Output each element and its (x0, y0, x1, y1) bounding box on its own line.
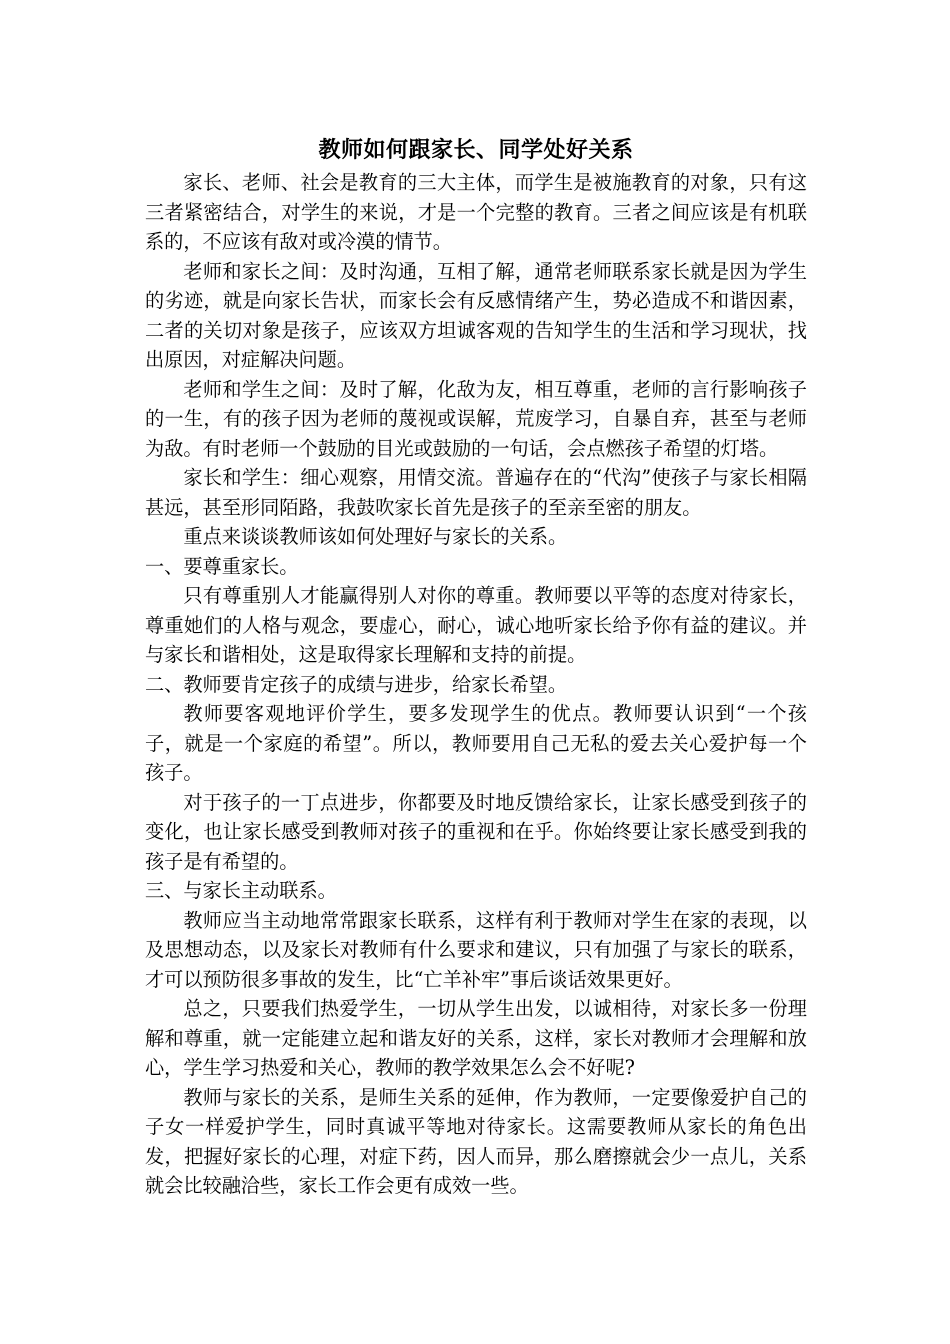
paragraph-conclusion: 教师与家长的关系，是师生关系的延伸，作为教师，一定要像爱护自己的子女一样爱护学生，同时真诚平等地对待家长。这需要教师从家长的角色出发，把握好家长的心理，对症下药，因人而异，那么磨擦就会少一点儿，关系就会比较融洽些，家长工作会更有成效一些。 (145, 1085, 807, 1197)
paragraph-feedback: 对于孩子的一丁点进步，你都要及时地反馈给家长，让家长感受到孩子的变化，也让家长感受到教师对孩子的重视和在乎。你始终要让家长感受到我的孩子是有希望的。 (145, 790, 807, 873)
paragraph-contact: 教师应当主动地常常跟家长联系，这样有利于教师对学生在家的表现，以及思想动态，以及家长对教师有什么要求和建议，只有加强了与家长的联系，才可以预防很多事故的发生，比“亡羊补牢”事后谈话效果更好。 (145, 908, 807, 991)
paragraph-focus: 重点来谈谈教师该如何处理好与家长的关系。 (183, 525, 568, 548)
paragraph-teacher-student: 老师和学生之间：及时了解，化敌为友，相互尊重，老师的言行影响孩子的一生，有的孩子因为老师的蔑视或误解，荒废学习，自暴自弃，甚至与老师为敌。有时老师一个鼓励的目光或鼓励的一句话，会点燃孩子希望的灯塔。 (145, 377, 807, 460)
section-heading-2: 二、教师要肯定孩子的成绩与进步，给家长希望。 (145, 672, 568, 696)
paragraph-summary: 总之，只要我们热爱学生，一切从学生出发，以诚相待，对家长多一份理解和尊重，就一定能建立起和谐友好的关系，这样，家长对教师才会理解和放心，学生学习热爱和关心，教师的教学效果怎么会不好呢? (145, 997, 807, 1079)
paragraph-teacher-parent: 老师和家长之间：及时沟通，互相了解，通常老师联系家长就是因为学生的劣迹，就是向家长告状，而家长会有反感情绪产生，势必造成不和谐因素，二者的关切对象是孩子，应该双方坦诚客观的告知学生的生活和学习现状，找出原因，对症解决问题。 (145, 259, 807, 371)
paragraph-intro: 家长、老师、社会是教育的三大主体，而学生是被施教育的对象，只有这三者紧密结合，对学生的来说，才是一个完整的教育。三者之间应该是有机联系的，不应该有敌对或冷漠的情节。 (145, 171, 807, 253)
section-heading-1: 一、要尊重家长。 (145, 554, 299, 578)
paragraph-evaluate: 教师要客观地评价学生，要多发现学生的优点。教师要认识到“一个孩子，就是一个家庭的希望”。所以，教师要用自己无私的爱去关心爱护每一个孩子。 (145, 702, 807, 784)
paragraph-parent-student: 家长和学生：细心观察，用情交流。普遍存在的“代沟”使孩子与家长相隔甚远，甚至形同陌路，我鼓吹家长首先是孩子的至亲至密的朋友。 (145, 466, 807, 519)
document-page (145, 132, 807, 1201)
document-title: 教师如何跟家长、同学处好关系 (318, 137, 634, 163)
section-heading-3: 三、与家长主动联系。 (145, 879, 337, 902)
paragraph-respect: 只有尊重别人才能赢得别人对你的尊重。教师要以平等的态度对待家长，尊重她们的人格与观念，要虚心，耐心，诚心地听家长给予你有益的建议。并与家长和谐相处，这是取得家长理解和支持的前提。 (145, 584, 807, 666)
